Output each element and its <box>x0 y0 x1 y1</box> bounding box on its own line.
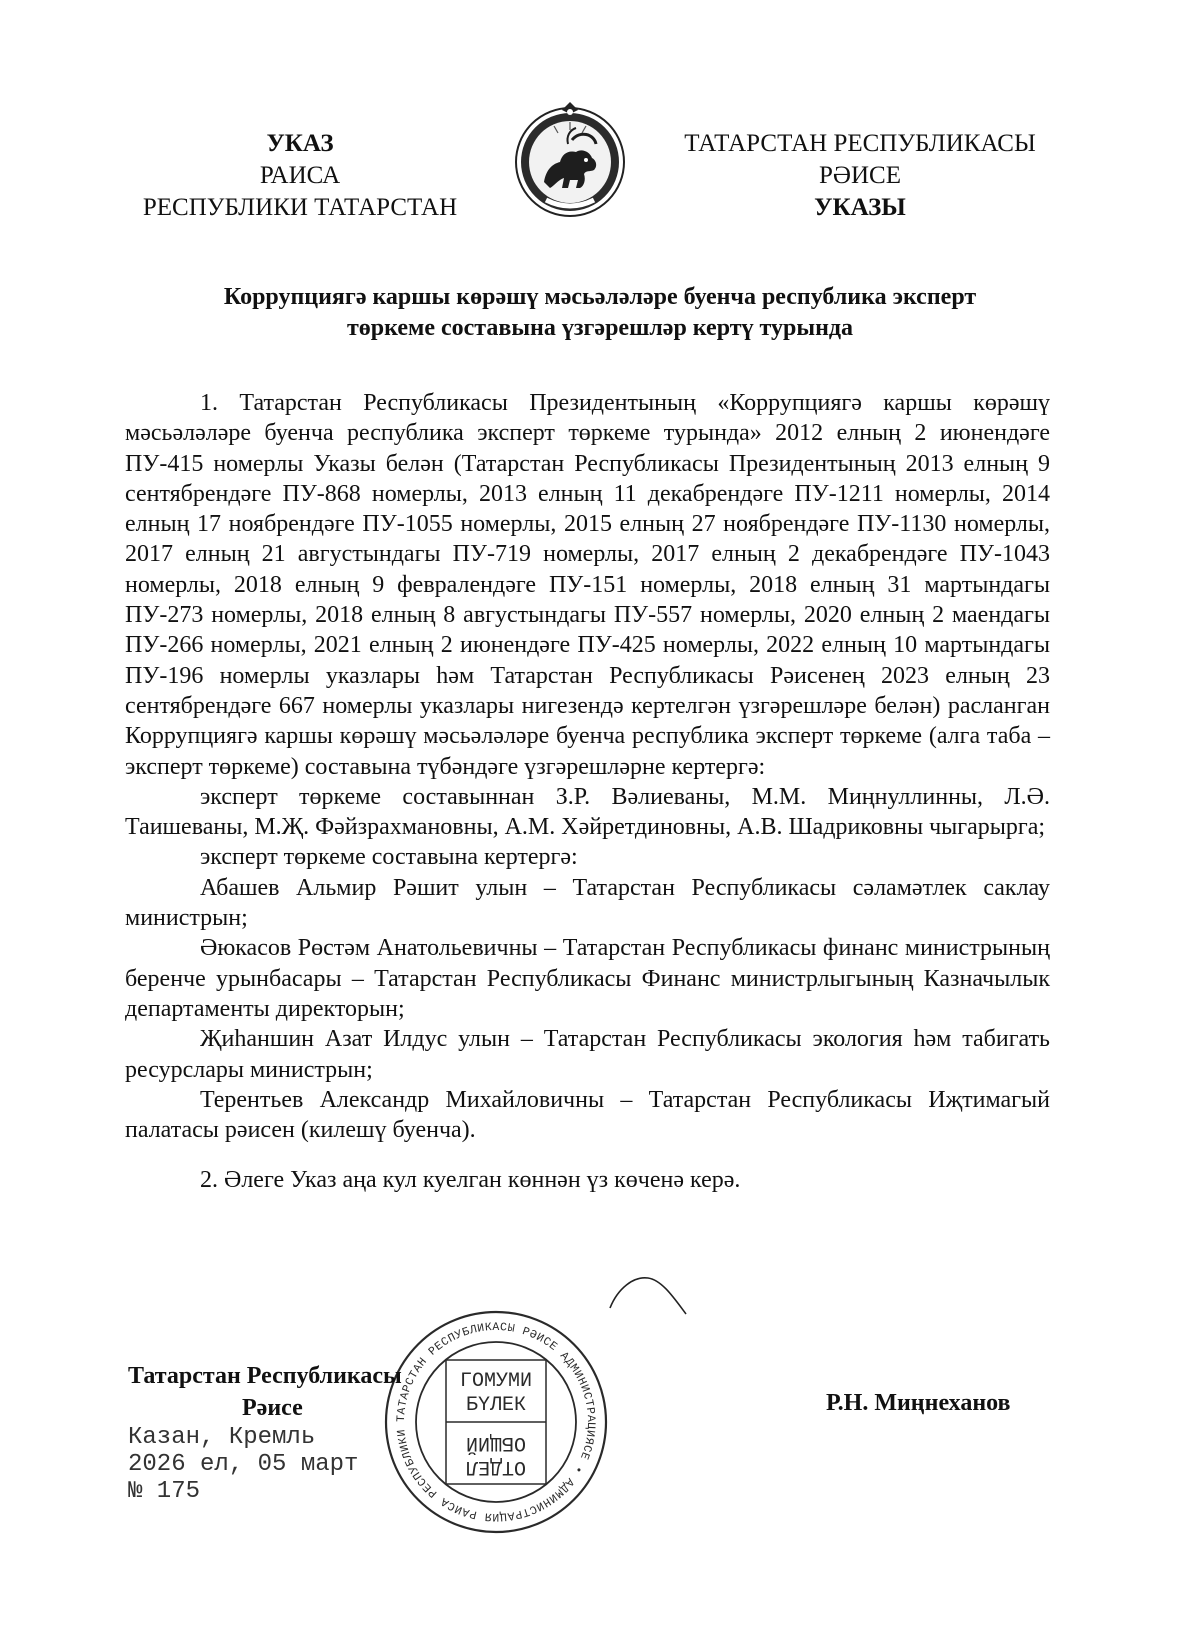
decree-date: 2026 ел, 05 март <box>128 1451 359 1478</box>
decree-place-date <box>128 1424 408 1505</box>
header-right-title: УКАЗЫ <box>814 194 906 221</box>
decree-number: № 175 <box>128 1478 201 1505</box>
decree-body <box>125 388 1050 1196</box>
signatory-title <box>128 1360 468 1424</box>
header-right-block <box>640 128 1080 224</box>
stamp-center-line2: БҮЛЕК <box>465 1394 527 1417</box>
header-left-title: УКАЗ <box>266 130 334 157</box>
stamp-center-line3: ОТДЕЛ <box>465 1455 527 1478</box>
body-paragraph-2: эксперт төркеме составыннан З.Р. Вәлиеваны, М.М. Миңнуллинны, Л.Ә. Таишеваны, М.Җ. Фәйзрахмановны, А.М. Хәйретдиновны, А.В. Шадриковны чыгарырга; <box>125 783 1050 841</box>
stamp-ring-text: ТАТАРСТАН РЕСПУБЛИКАСЫ РӘИСЕ АДМИНИСТРАЦИЯСЕ • АДМИНИСТРАЦИЯ РАИСА РЕСПУБЛИКИ <box>394 1320 598 1524</box>
handwritten-correction-icon <box>604 1268 694 1318</box>
stamp-center-line1: ГОМУМИ <box>459 1370 533 1393</box>
body-paragraph-4: Абашев Альмир Рәшит улын – Татарстан Республикасы сәламәтлек саклау министрын; <box>125 874 1050 932</box>
stamp-center-line4: ОБЩИЙ <box>465 1431 527 1454</box>
decree-place: Казан, Кремль <box>128 1424 316 1451</box>
header-left-republic: РЕСПУБЛИКИ ТАТАРСТАН <box>142 194 458 221</box>
signatory-name: Р.Н. Миңнеханов <box>826 1390 1011 1416</box>
body-paragraph-1: 1. Татарстан Республикасы Президентының «Коррупциягә каршы көрәшү мәсьәләләре буенча республика эксперт төркеме турында» 2012 елның 2 июнендәге ПУ-415 номерлы Указы белән (Татарстан Республикасы Президентының 2013 елның 9 сентябрендәге ПУ-868 номерлы, 2013 елның 11 декабрендәге ПУ-1211 номерлы, 2014 елның 17 ноябрендәге ПУ-1055 номерлы, 2015 елның 27 ноябрендәге ПУ-1130 номерлы, 2017 елның 21 августындагы ПУ-719 номерлы, 2017 елның 2 декабрендәге ПУ-1043 номерлы, 2018 елның 9 февралендәге ПУ-151 номерлы, 2018 елның 31 мартындагы ПУ-273 номерлы, 2018 елның 8 августындагы ПУ-557 номерлы, 2020 елның 2 маендагы ПУ-266 номерлы, 2021 елның 2 июнендәге ПУ-425 номерлы, 2022 елның 10 мартындагы ПУ-196 номерлы указлары һәм Татарстан Республикасы Рәисенең 2023 елның 23 сентябрендәге 667 номерлы указлары нигезендә кертелгән үзгәрешләре белән) расланган Коррупциягә каршы көрәшү мәсьәләләре буенча республика эксперт төркеме (алга таба – эксперт төркеме) составына түбәндәге үзгәрешләрне кертергә: <box>125 390 1050 780</box>
header-right-subtitle: РӘИСЕ <box>819 162 901 189</box>
decree-title-line2: төркеме составына үзгәрешләр кертү турында <box>346 315 854 341</box>
header-left-subtitle: РАИСА <box>259 162 341 189</box>
signatory-title-line1: Татарстан Республикасы <box>128 1363 402 1389</box>
header-left-block <box>110 128 490 224</box>
coat-of-arms-icon <box>510 100 630 218</box>
body-paragraph-8: 2. Әлеге Указ аңа кул куелган көннән үз көченә керә. <box>200 1167 741 1194</box>
body-paragraph-7: Терентьев Александр Михайловичны – Татарстан Республикасы Иҗтимагый палатасы рәисен (килешү буенча). <box>125 1086 1050 1144</box>
signatory-title-line2: Рәисе <box>242 1395 303 1421</box>
body-paragraph-6: Җиһаншин Азат Илдус улын – Татарстан Республикасы экология һәм табигать ресурслары министрын; <box>125 1026 1050 1083</box>
decree-title <box>110 282 1090 344</box>
decree-title-line1: Коррупциягә каршы көрәшү мәсьәләләре буенча республика эксперт <box>223 284 977 310</box>
header-right-republic: ТАТАРСТАН РЕСПУБЛИКАСЫ <box>684 130 1036 157</box>
body-paragraph-5: Әюкасов Рөстәм Анатольевичны – Татарстан Республикасы финанс министрының беренче урынбасары – Татарстан Республикасы Финанс министрлыгының Казначылык департаменты директорын; <box>125 935 1050 1022</box>
body-paragraph-3: эксперт төркеме составына кертергә: <box>200 844 578 871</box>
